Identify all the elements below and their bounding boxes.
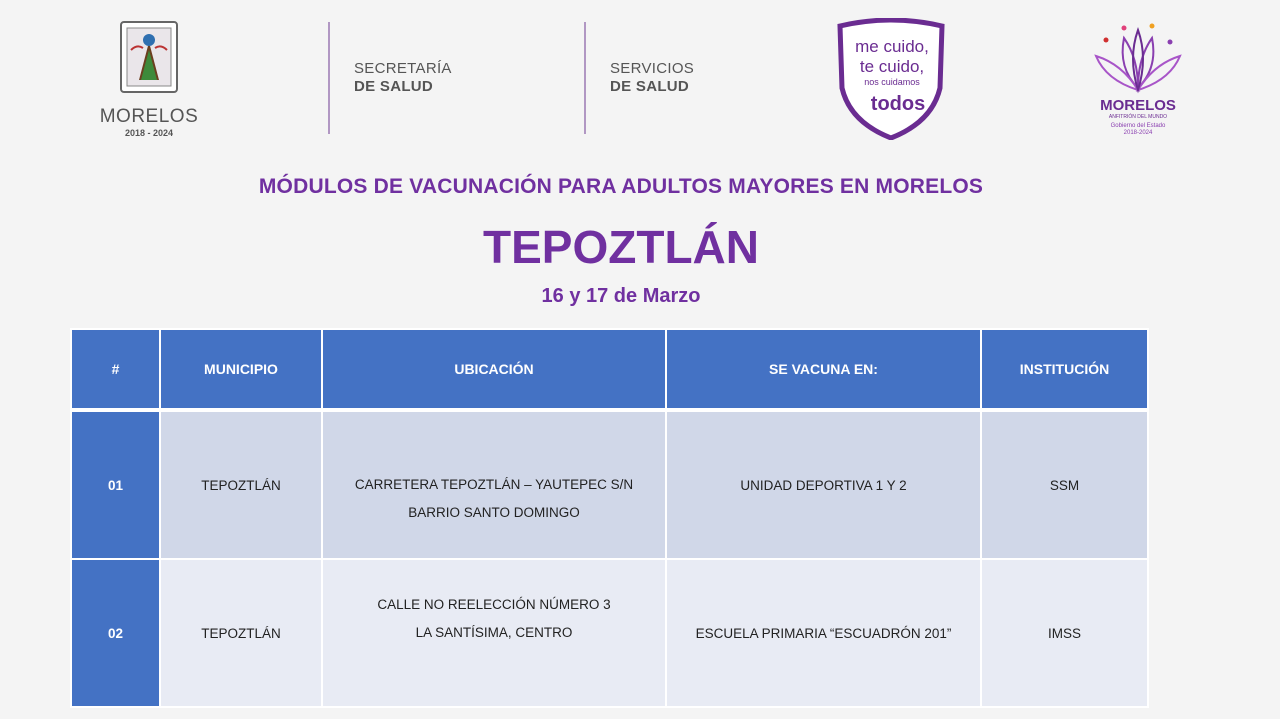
divider-line xyxy=(328,22,330,134)
header-institucion: INSTITUCIÓN xyxy=(981,329,1148,410)
table-row xyxy=(71,410,1148,559)
slogan-line2: te cuido, xyxy=(859,57,925,76)
servicios-line1: SERVICIOS xyxy=(610,60,695,77)
header-se-vacuna-en: SE VACUNA EN: xyxy=(666,329,981,410)
slogan-line4: todos xyxy=(870,93,926,115)
ubicacion-line1: CALLE NO REELECCIÓN NÚMERO 3 xyxy=(377,597,611,612)
row-se-vacuna-en: UNIDAD DEPORTIVA 1 Y 2 xyxy=(666,410,981,559)
city-title: TEPOZTLÁN xyxy=(483,221,759,273)
servicios-de-salud-logo xyxy=(610,60,694,96)
row-ubicacion xyxy=(322,559,666,707)
row-municipio: TEPOZTLÁN xyxy=(160,410,322,559)
slogan-line1: me cuido, xyxy=(855,37,929,56)
gov-name: MORELOS xyxy=(1100,97,1176,114)
row-ubicacion xyxy=(322,410,666,559)
ubicacion-line2: BARRIO SANTO DOMINGO xyxy=(408,505,580,520)
secretaria-line1: SECRETARÍA xyxy=(354,60,452,77)
ubicacion-line1: CARRETERA TEPOZTLÁN – YAUTEPEC S/N xyxy=(354,477,634,492)
row-number: 01 xyxy=(71,410,160,559)
divider-line xyxy=(584,22,586,134)
gov-line1: Gobierno del Estado xyxy=(1110,123,1166,129)
ubicacion-line2: LA SANTÍSIMA, CENTRO xyxy=(415,625,573,640)
header-number: # xyxy=(71,329,160,410)
seal-years: 2018 - 2024 xyxy=(124,128,174,138)
row-institucion: SSM xyxy=(981,410,1148,559)
logo-bar xyxy=(0,0,1280,150)
table-row xyxy=(71,559,1148,707)
header-ubicacion: UBICACIÓN xyxy=(322,329,666,410)
gov-tagline: ANFITRIÓN DEL MUNDO xyxy=(1108,114,1168,120)
row-number: 02 xyxy=(71,559,160,707)
me-cuido-slogan-logo xyxy=(836,18,946,140)
morelos-government-logo xyxy=(1088,18,1188,140)
row-municipio: TEPOZTLÁN xyxy=(160,559,322,707)
date-subtitle: 16 y 17 de Marzo xyxy=(541,285,701,307)
table-header-row xyxy=(71,329,1148,410)
slogan-line3: nos cuidamos xyxy=(864,77,920,87)
header-municipio: MUNICIPIO xyxy=(160,329,322,410)
title-block xyxy=(0,170,1242,309)
vaccination-modules-table xyxy=(70,328,1149,708)
page-title: MÓDULOS DE VACUNACIÓN PARA ADULTOS MAYORES EN MORELOS xyxy=(258,175,984,198)
gov-line2: 2018-2024 xyxy=(1123,130,1153,136)
morelos-seal-logo xyxy=(96,20,202,139)
morelos-lotus-icon xyxy=(1088,18,1188,140)
morelos-coat-of-arms-icon xyxy=(117,20,181,94)
secretaria-line2: DE SALUD xyxy=(354,78,434,95)
seal-name: MORELOS xyxy=(99,106,199,127)
row-se-vacuna-en: ESCUELA PRIMARIA “ESCUADRÓN 201” xyxy=(666,559,981,707)
servicios-line2: DE SALUD xyxy=(610,78,690,95)
secretaria-de-salud-logo xyxy=(354,60,452,96)
row-institucion: IMSS xyxy=(981,559,1148,707)
